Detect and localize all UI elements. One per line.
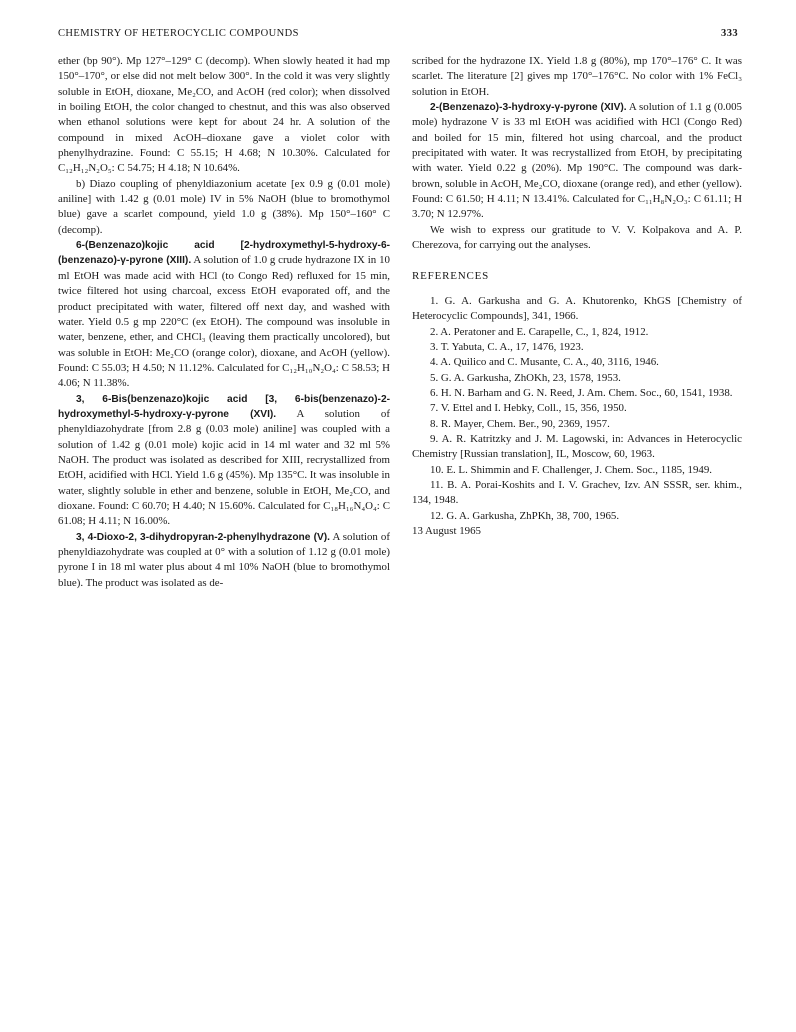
reference-item: 4. A. Quilico and C. Musante, C. A., 40, 3116, 1946. <box>430 356 659 369</box>
references-heading: REFERENCES <box>412 270 490 283</box>
left-column <box>58 54 390 591</box>
journal-title: CHEMISTRY OF HETEROCYCLIC COMPOUNDS <box>58 28 299 39</box>
compound-text-v: A solution of phenyldiazohydrate was coupled at 0° with a solution of 1.12 g (0.01 mole) pyrone I in 18 ml water plus about 4 ml 10% NaOH (blue to bromothymol blue). The product was isolated as de- <box>58 530 390 589</box>
reference-item: 1. G. A. Garkusha and G. A. Khutorenko, KhGS [Chemistry of Heterocyclic Compounds], 341, 1966. <box>412 294 742 323</box>
reference-item: 6. H. N. Barham and G. N. Reed, J. Am. Chem. Soc., 60, 1541, 1938. <box>430 386 733 399</box>
received-date: 13 August 1965 <box>412 524 481 537</box>
acknowledgment: We wish to express our gratitude to V. V. Kolpakova and A. P. Cherezova, for carrying out the analyses. <box>412 223 742 252</box>
reference-item: 8. R. Mayer, Chem. Ber., 90, 2369, 1957. <box>430 417 610 430</box>
reference-item: 3. T. Yabuta, C. A., 17, 1476, 1923. <box>430 340 584 353</box>
compound-text-xvi: A solution of phenyldiazohydrate [from 2.8 g (0.03 mole) aniline] was coupled with a solution of 1.42 g (0.01 mole) kojic acid in 14 ml water and 32 ml 5% NaOH. The product was isolated as described for XIII, recrystallized from EtOH, acidified with HCl. Yield 1.6 g (45%). Mp 135°C. It was insoluble in water, slightly soluble in ether and benzene, soluble in EtOH, Me₂CO, and dioxane. Found: C 60.70; H 4.40; N 15.60%. Calculated for C₁₈H₁₆N₄O₄: C 61.08; H 4.11; N 16.00%. <box>58 407 390 528</box>
compound-heading-xvi: 3, 6-Bis(benzenazo)kojic acid [3, 6-bis(benzenazo)-2-hydroxymethyl-5-hydroxy-γ-pyrone (XVI). <box>58 393 390 420</box>
compound-heading-xiv: 2-(Benzenazo)-3-hydroxy-γ-pyrone (XIV). <box>430 102 627 114</box>
reference-item: 11. B. A. Porai-Koshits and I. V. Grachev, Izv. AN SSSR, ser. khim., 134, 1948. <box>412 478 742 507</box>
paragraph-diazo-coupling: b) Diazo coupling of phenyldiazonium acetate [ex 0.9 g (0.01 mole) aniline] with 1.42 g (0.01 mole) IV in 5% NaOH (blue to bromothymol blue) gave a scarlet compound, yield 1.0 g (38%). Mp 150°–160° C (decomp). <box>58 177 390 236</box>
compound-heading-v: 3, 4-Dioxo-2, 3-dihydropyran-2-phenylhydrazone (V). <box>76 531 331 543</box>
reference-item: 12. G. A. Garkusha, ZhPKh, 38, 700, 1965. <box>430 509 620 522</box>
paragraph-compound-xiii <box>58 238 390 391</box>
compound-text-xiv: A solution of 1.1 g (0.005 mole) hydrazone V is 33 ml EtOH was acidified with HCl (Congo Red) and boiled for 15 min, filtered hot using charcoal, and the product precipitated with water. It was recrystallized from EtOH, by precipitating with water. Yield 0.22 g (20%). Mp 190°C. The compound was dark-brown, soluble in AcOH, Me₂CO, dioxane (orange red), and ether (yellow). Found: C 61.50; H 4.11; N 13.41%. Calculated for C₁₁H₈N₂O₃: C 61.11; H 3.70; N 12.97%. <box>412 101 742 221</box>
running-header <box>58 28 738 44</box>
paragraph-compound-xiv <box>412 100 742 223</box>
reference-item: 9. A. R. Katritzky and J. M. Lagowski, in: Advances in Heterocyclic Chemistry [Russian translation], IL, Moscow, 60, 1963. <box>412 432 742 461</box>
reference-item: 7. V. Ettel and I. Hebky, Coll., 15, 356, 1950. <box>430 402 627 415</box>
paragraph-compound-xvi <box>58 392 390 530</box>
reference-item: 2. A. Peratoner and E. Carapelle, C., 1, 824, 1912. <box>430 325 649 338</box>
paragraph-continuation: ether (bp 90°). Mp 127°–129° C (decomp). When slowly heated it had mp 150°–170°, or else did not melt below 300°. In the cold it was very slightly soluble in EtOH, dioxane, Me₂CO, and AcOH (red color); when dissolved in boiling EtOH, the color changed to chestnut, and this was also observed when ethanol solutions were kept for about 24 hr. A solution of the compound in mixed AcOH–dioxane gave a violet color with phenylhydrazine. Found: C 55.15; H 4.68; N 10.30%. Calculated for C₁₂H₁₂N₂O₅: C 54.75; H 4.18; N 10.64%. <box>58 55 390 175</box>
paragraph-continuation-right: scribed for the hydrazone IX. Yield 1.8 g (80%), mp 170°–176° C. It was scarlet. The literature [2] gives mp 170°–176°C. No color with 1% FeCl₃ solution in EtOH. <box>412 55 742 98</box>
compound-heading-xiii: 6-(Benzenazo)kojic acid [2-hydroxymethyl-5-hydroxy-6-(benzenazo)-γ-pyrone (XIII). <box>58 240 390 267</box>
paragraph-compound-v <box>58 530 390 591</box>
reference-item: 5. G. A. Garkusha, ZhOKh, 23, 1578, 1953. <box>430 371 621 384</box>
right-column <box>412 54 742 539</box>
reference-item: 10. E. L. Shimmin and F. Challenger, J. Chem. Soc., 1185, 1949. <box>430 463 713 476</box>
compound-text-xiii: A solution of 1.0 g crude hydrazone IX in 10 ml EtOH was made acid with HCl (to Congo Red) refluxed for 15 min, twice filtered hot using charcoal, excess EtOH evaporated off, and the product precipitated with water, filtered off next day, and washed with water. Yield 0.5 g mp 220°C (ex EtOH). The compound was insoluble in water, benzene, ether, and CHCl₃ (leaving them practically uncolored), but was soluble in EtOH: Me₂CO (orange color), dioxane, and AcOH (yellow). Found: C 55.03; H 4.50; N 11.12%. Calculated for C₁₂H₁₀N₂O₄: C 58.53; H 4.06; N 11.38%. <box>58 254 391 390</box>
page-number: 333 <box>721 28 738 39</box>
